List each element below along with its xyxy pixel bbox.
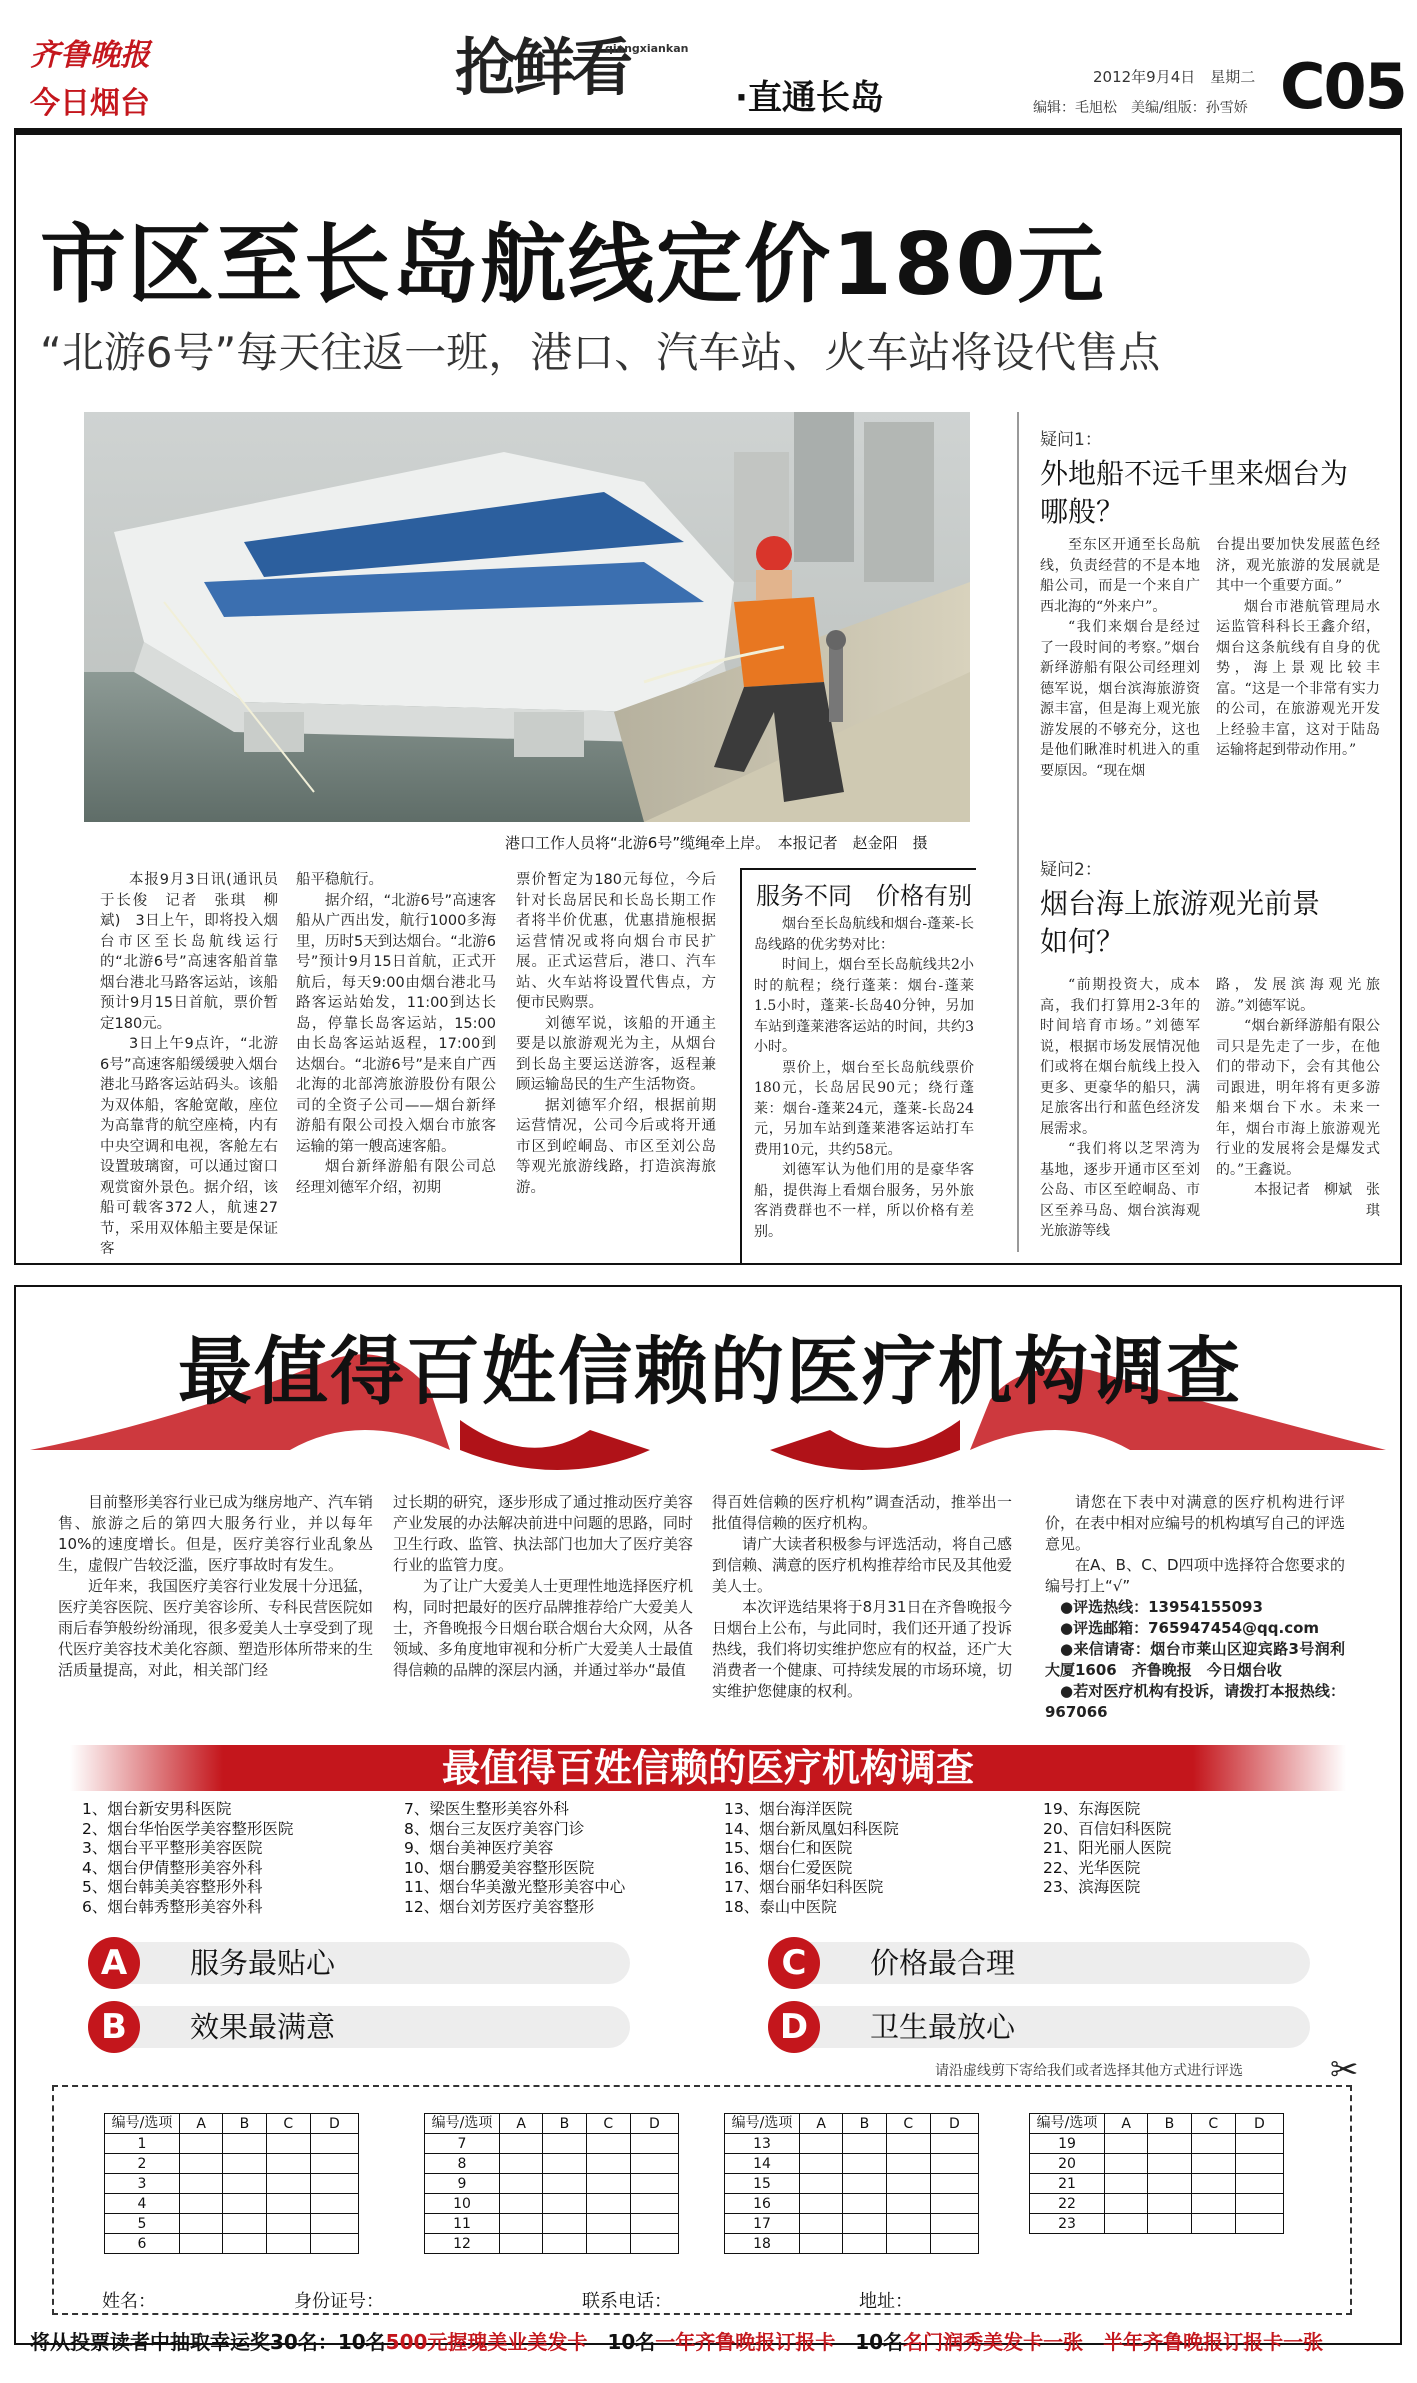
table-header-cell: A <box>800 2114 843 2134</box>
vote-cell[interactable] <box>310 2154 358 2174</box>
brand-pinyin: qiangxiankan <box>605 42 689 55</box>
vote-cell[interactable] <box>543 2234 586 2254</box>
paragraph: 刘德军说，该船的开通主要是以旅游观光为主，从烟台到长岛主要运送游客，返程兼顾运输岛民的生产生活物资。 <box>516 1015 716 1093</box>
list-item: 3、烟台平平整形美容医院 <box>82 1839 263 1857</box>
byline: 本报记者 柳斌 张琪 <box>1254 1182 1380 1219</box>
vote-cell[interactable] <box>800 2234 843 2254</box>
category-c-bar <box>790 1942 1310 1984</box>
vote-cell[interactable] <box>1148 2194 1191 2214</box>
vote-cell[interactable] <box>886 2214 930 2234</box>
vote-cell[interactable] <box>886 2194 930 2214</box>
list-item: 18、泰山中医院 <box>724 1897 837 1916</box>
prize-3: 名门润秀美发卡一张 <box>903 2330 1084 2354</box>
paragraph: 台提出要加快发展蓝色经济，观光旅游的发展就是其中一个重要方面。” <box>1216 537 1380 594</box>
vote-cell[interactable] <box>1148 2214 1191 2234</box>
vote-cell[interactable] <box>310 2174 358 2194</box>
vote-cell[interactable] <box>1105 2134 1148 2154</box>
vote-cell[interactable] <box>843 2214 886 2234</box>
list-item: 8、烟台三友医疗美容门诊 <box>404 1819 585 1838</box>
prize-count-3: 10名 <box>835 2330 904 2354</box>
prize-count-2: 10名 <box>587 2330 656 2354</box>
paragraph: “我们来烟台是经过了一段时间的考察。”烟台新绎游船有限公司经理刘德军说，烟台滨海旅游资源丰富，但是海上观光旅游发展的不够充分，这也是他们瞅准时机进入的重要原因。“现在烟 <box>1040 619 1200 779</box>
list-item: 20、百信妇科医院 <box>1043 1819 1172 1838</box>
question2-col1 <box>1040 975 1200 1242</box>
vote-cell[interactable] <box>843 2174 886 2194</box>
row-number: 14 <box>725 2154 800 2174</box>
paragraph: 路，发展滨海观光旅游。”刘德军说。 <box>1216 977 1380 1014</box>
vote-cell[interactable] <box>500 2234 543 2254</box>
vote-cell[interactable] <box>223 2134 266 2154</box>
scissors-icon: ✂ <box>1330 2050 1359 2090</box>
vote-cell[interactable] <box>586 2134 630 2154</box>
editor-credits: 编辑：毛旭松 美编/组版：孙雪娇 <box>1033 100 1248 116</box>
vote-cell[interactable] <box>310 2194 358 2214</box>
hotline: ●评选热线：13954155093 <box>1060 1598 1263 1616</box>
row-number: 15 <box>725 2174 800 2194</box>
table-header-cell: 编号/选项 <box>1030 2114 1105 2134</box>
vote-cell[interactable] <box>1191 2174 1235 2194</box>
vote-cell[interactable] <box>543 2174 586 2194</box>
question2-label: 疑问2： <box>1040 860 1102 880</box>
survey-instructions <box>1045 1492 1345 1723</box>
category-d-badge: D <box>768 2001 820 2053</box>
vote-cell[interactable] <box>1105 2174 1148 2194</box>
list-item: 13、烟台海洋医院 <box>724 1800 853 1818</box>
vote-cell[interactable] <box>843 2194 886 2214</box>
paragraph: 3日上午9点许，“北游6号”高速客船缓缓驶入烟台港北马路客运站码头。该船为双体船，客舱宽敞，座位为高靠背的航空座椅，内有中央空调和电视，客舱左右设置玻璃窗，可以通过窗口观赏窗外景色。据介绍，该船可载客372人，航速27节，采用双体船主要是保证客 <box>100 1036 278 1257</box>
vote-cell[interactable] <box>180 2154 223 2174</box>
form-phone-label[interactable]: 联系电话： <box>582 2291 672 2312</box>
vote-cell[interactable] <box>843 2234 886 2254</box>
row-number: 22 <box>1030 2194 1105 2214</box>
paragraph: 为了让广大爱美人士更理性地选择医疗机构，同时把最好的医疗品牌推荐给广大爱美人士，齐鲁晚报今日烟台联合烟台大众网，从各领域、多角度地审视和分析广大爱美人士最值得信赖的品牌的深层内涵，并通过举办“最值 <box>393 1577 694 1679</box>
vote-cell[interactable] <box>1235 2134 1283 2154</box>
mail-address: ●来信请寄：烟台市莱山区迎宾路3号润利大厦1606 齐鲁晚报 今日烟台收 <box>1045 1640 1345 1679</box>
vote-cell[interactable] <box>500 2194 543 2214</box>
table-row <box>105 2234 359 2254</box>
table-row <box>1030 2134 1284 2154</box>
list-item: 4、烟台伊倩整形美容外科 <box>82 1858 263 1877</box>
row-number: 12 <box>425 2234 500 2254</box>
vote-cell[interactable] <box>543 2194 586 2214</box>
table-row <box>105 2134 359 2154</box>
table-header-cell: C <box>266 2114 310 2134</box>
category-a-badge: A <box>88 1937 140 1989</box>
paragraph: 在A、B、C、D四项中选择符合您要求的编号打上“√” <box>1045 1556 1345 1595</box>
form-name-label[interactable]: 姓名： <box>102 2291 156 2312</box>
vote-cell[interactable] <box>1105 2214 1148 2234</box>
vote-cell[interactable] <box>1235 2174 1283 2194</box>
question2-title: 烟台海上旅游观光前景如何？ <box>1040 887 1321 958</box>
paragraph: 得百姓信赖的医疗机构”调查活动，推举出一批值得信赖的医疗机构。 <box>712 1493 1012 1532</box>
table-header-cell: B <box>223 2114 266 2134</box>
vote-cell[interactable] <box>223 2194 266 2214</box>
row-number: 19 <box>1030 2134 1105 2154</box>
list-item: 15、烟台仁和医院 <box>724 1839 853 1857</box>
vote-cell[interactable] <box>800 2154 843 2174</box>
article-body-col3 <box>516 870 716 1198</box>
table-row <box>1030 2194 1284 2214</box>
vote-cell[interactable] <box>800 2134 843 2154</box>
row-number: 2 <box>105 2154 180 2174</box>
vote-cell[interactable] <box>310 2214 358 2234</box>
paragraph: 目前整形美容行业已成为继房地产、汽车销售、旅游之后的第四大服务行业，并以每年10%的速度增长。但是，医疗美容行业乱象丛生，虚假广告较泛滥，医疗事故时有发生。 <box>58 1493 374 1574</box>
category-c-label: 价格最合理 <box>870 1946 1016 1980</box>
table-row <box>105 2154 359 2174</box>
list-item: 9、烟台美神医疗美容 <box>404 1839 554 1857</box>
table-header-cell: D <box>310 2114 358 2134</box>
vote-cell[interactable] <box>930 2214 978 2234</box>
vote-cell[interactable] <box>930 2174 978 2194</box>
table-header-cell: 编号/选项 <box>425 2114 500 2134</box>
vote-cell[interactable] <box>886 2154 930 2174</box>
vote-cell[interactable] <box>180 2234 223 2254</box>
row-number: 9 <box>425 2174 500 2194</box>
category-a-label: 服务最贴心 <box>190 1946 336 1980</box>
vote-cell[interactable] <box>843 2154 886 2174</box>
row-number: 6 <box>105 2234 180 2254</box>
table-header-cell: B <box>843 2114 886 2134</box>
vote-cell[interactable] <box>180 2214 223 2234</box>
list-item: 17、烟台丽华妇科医院 <box>724 1878 884 1896</box>
table-header-cell: C <box>1191 2114 1235 2134</box>
table-row <box>425 2134 679 2154</box>
row-number: 3 <box>105 2174 180 2194</box>
vote-cell[interactable] <box>630 2234 678 2254</box>
list-item: 2、烟台华怡医学美容整形医院 <box>82 1819 294 1838</box>
vote-cell[interactable] <box>1235 2154 1283 2174</box>
list-item: 22、光华医院 <box>1043 1858 1141 1877</box>
category-c-badge: C <box>768 1937 820 1989</box>
paper-name: 齐鲁晚报 <box>30 38 150 73</box>
vote-cell[interactable] <box>1191 2134 1235 2154</box>
row-number: 20 <box>1030 2154 1105 2174</box>
institution-list-col1 <box>82 1800 382 1917</box>
vote-cell[interactable] <box>1191 2154 1235 2174</box>
vote-cell[interactable] <box>266 2214 310 2234</box>
paragraph: 烟台至长岛航线和烟台-蓬莱-长岛线路的优劣势对比： <box>754 916 974 953</box>
paragraph: 票价暂定为180元每位，今后针对长岛居民和长岛长期工作者将半价优惠，优惠措施根据运营情况或将向烟台市民扩展。正式运营后，港口、汽车站、火车站将设置代售点，方便市民购票。 <box>516 872 716 1011</box>
vote-cell[interactable] <box>266 2234 310 2254</box>
institution-list-col2 <box>404 1800 714 1917</box>
ballot-table-2 <box>424 2113 679 2254</box>
list-item: 1、烟台新安男科医院 <box>82 1800 232 1818</box>
vote-cell[interactable] <box>180 2194 223 2214</box>
vote-cell[interactable] <box>1235 2214 1283 2234</box>
list-item: 5、烟台韩美美容整形外科 <box>82 1878 263 1896</box>
ferry-illustration <box>84 412 970 822</box>
ferry-photo <box>84 412 970 822</box>
row-number: 7 <box>425 2134 500 2154</box>
section-name: ·直通长岛 <box>735 78 884 118</box>
ballot-table-4 <box>1029 2113 1284 2234</box>
vote-cell[interactable] <box>630 2134 678 2154</box>
photo-caption: 港口工作人员将“北游6号”缆绳牵上岸。 本报记者 赵金阳 摄 <box>505 834 928 852</box>
ballot-table-1 <box>104 2113 359 2254</box>
table-row <box>1030 2154 1284 2174</box>
table-header-cell: D <box>1235 2114 1283 2134</box>
category-b-label: 效果最满意 <box>190 2010 336 2044</box>
form-address-label[interactable]: 地址： <box>859 2291 913 2312</box>
row-number: 1 <box>105 2134 180 2154</box>
category-b-bar <box>110 2006 630 2048</box>
vote-cell[interactable] <box>843 2134 886 2154</box>
prize-4: 半年齐鲁晚报订报卡一张 <box>1083 2330 1324 2354</box>
vote-cell[interactable] <box>1148 2134 1191 2154</box>
vote-cell[interactable] <box>630 2154 678 2174</box>
vote-cell[interactable] <box>500 2214 543 2234</box>
vote-cell[interactable] <box>1235 2194 1283 2214</box>
vote-cell[interactable] <box>930 2154 978 2174</box>
paragraph: 票价上，烟台至长岛航线票价180元，长岛居民90元；绕行蓬莱：烟台-蓬莱24元，蓬莱-长岛24元，另加车站到蓬莱港客运站打车费用10元，共约58元。 <box>754 1059 974 1158</box>
vote-cell[interactable] <box>266 2134 310 2154</box>
paragraph: 据介绍，“北游6号”高速客船从广西出发，航行1000多海里，历时5天到达烟台。“北游6号”预计9月15日首航，正式开航后，每天9:00由烟台港北马路客运站始发，11:00到达长岛，停靠长岛客运站，15:00由长岛客运站返程，17:00到达烟台。“北游6号”是来自广西北海的北部湾旅游股份有限公司的全资子公司——烟台新绎游船有限公司投入烟台市旅客运输的第一艘高速客船。 <box>296 892 496 1155</box>
prize-1: 500元握瑰美业美发卡 <box>385 2330 588 2354</box>
edition-name: 今日烟台 <box>30 86 150 121</box>
vote-cell[interactable] <box>1105 2194 1148 2214</box>
category-d-label: 卫生最放心 <box>870 2010 1016 2044</box>
email: ●评选邮箱：765947454@qq.com <box>1060 1619 1320 1637</box>
paragraph: 请您在下表中对满意的医疗机构进行评价，在表中相对应编号的机构填写自己的评选意见。 <box>1045 1493 1346 1553</box>
vote-cell[interactable] <box>630 2194 678 2214</box>
row-number: 18 <box>725 2234 800 2254</box>
vote-cell[interactable] <box>886 2134 930 2154</box>
survey-intro-col1 <box>58 1492 373 1681</box>
vote-cell[interactable] <box>1148 2174 1191 2194</box>
table-row <box>105 2214 359 2234</box>
vote-cell[interactable] <box>1148 2154 1191 2174</box>
vote-cell[interactable] <box>630 2214 678 2234</box>
row-number: 21 <box>1030 2174 1105 2194</box>
list-item: 14、烟台新凤凰妇科医院 <box>724 1819 899 1838</box>
paragraph: “前期投资大，成本高，我们打算用2-3年的时间培育市场。”刘德军说，根据市场发展情况他们或将在烟台航线上投入更多、更豪华的船只，满足旅客出行和蓝色经济发展需求。 <box>1040 977 1200 1137</box>
vote-cell[interactable] <box>543 2214 586 2234</box>
vote-cell[interactable] <box>800 2174 843 2194</box>
paragraph: “我们将以芝罘湾为基地，逐步开通市区至刘公岛、市区至崆峒岛、市区至养马岛、烟台滨海观光旅游等线 <box>1040 1141 1200 1239</box>
vote-cell[interactable] <box>310 2134 358 2154</box>
table-row <box>425 2214 679 2234</box>
vote-cell[interactable] <box>543 2154 586 2174</box>
complaint-hotline: ●若对医疗机构有投诉，请拨打本报热线：967066 <box>1045 1682 1345 1721</box>
table-header-cell: D <box>630 2114 678 2134</box>
institution-list-col4 <box>1043 1800 1343 1898</box>
vote-cell[interactable] <box>586 2214 630 2234</box>
paragraph: 近年来，我国医疗美容行业发展十分迅猛，医疗美容医院、医疗美容诊所、专科民营医院如雨后春笋般纷纷涌现，很多爱美人士享受到了现代医疗美容技术美化容颜、塑造形体所带来的生活质量提高，对此，相关部门经 <box>58 1577 374 1679</box>
article-body-col1 <box>100 870 278 1260</box>
paragraph: 烟台新绎游船有限公司总经理刘德军介绍，初期 <box>296 1159 496 1196</box>
paragraph: 时间上，烟台至长岛航线共2小时的航程；绕行蓬莱：烟台-蓬莱1.5小时，蓬莱-长岛40分钟，另加车站到蓬莱港客运站的时间，共约3小时。 <box>754 957 974 1055</box>
vote-cell[interactable] <box>886 2174 930 2194</box>
table-header-cell: D <box>930 2114 978 2134</box>
form-id-label[interactable]: 身份证号： <box>294 2291 384 2312</box>
vote-cell[interactable] <box>223 2234 266 2254</box>
table-header-cell: C <box>886 2114 930 2134</box>
table-row <box>725 2174 979 2194</box>
table-row <box>725 2194 979 2214</box>
table-header-cell: A <box>180 2114 223 2134</box>
column-brand <box>455 18 735 118</box>
list-item: 10、烟台鹏爱美容整形医院 <box>404 1858 595 1877</box>
vote-cell[interactable] <box>266 2174 310 2194</box>
table-row <box>1030 2214 1284 2234</box>
paragraph: 过长期的研究，逐步形成了通过推动医疗美容产业发展的办法解决前进中问题的思路，同时卫生行政、监管、执法部门也加大了医疗美容行业的监管力度。 <box>393 1493 694 1574</box>
table-row <box>1030 2174 1284 2194</box>
paragraph: 船平稳航行。 <box>296 872 383 888</box>
table-header-cell: C <box>586 2114 630 2134</box>
prize-intro: 将从投票读者中抽取幸运奖30名：10名 <box>30 2330 386 2354</box>
vote-cell[interactable] <box>630 2174 678 2194</box>
vote-cell[interactable] <box>586 2174 630 2194</box>
vote-cell[interactable] <box>500 2174 543 2194</box>
row-number: 13 <box>725 2134 800 2154</box>
row-number: 8 <box>425 2154 500 2174</box>
list-item: 16、烟台仁爱医院 <box>724 1858 853 1877</box>
row-number: 16 <box>725 2194 800 2214</box>
paragraph: 刘德军认为他们用的是豪华客船，提供海上看烟台服务，另外旅客消费群也不一样，所以价格有差别。 <box>754 1162 974 1240</box>
category-a-bar <box>110 1942 630 1984</box>
table-header-cell: B <box>1148 2114 1191 2134</box>
row-number: 4 <box>105 2194 180 2214</box>
vote-cell[interactable] <box>543 2134 586 2154</box>
vote-cell[interactable] <box>886 2234 930 2254</box>
list-item: 7、梁医生整形美容外科 <box>404 1800 569 1818</box>
article-body-col2-text <box>296 870 496 1198</box>
question1-title: 外地船不远千里来烟台为哪般？ <box>1040 457 1349 528</box>
page-number: C05 <box>1280 50 1406 123</box>
table-row <box>725 2234 979 2254</box>
article-headline: 市区至长岛航线定价180元 <box>40 215 1106 315</box>
paragraph: 本次评选结果将于8月31日在齐鲁晚报今日烟台上公布，与此同时，我们还开通了投诉热线，我们将切实维护您应有的权益，还广大消费者一个健康、可持续发展的市场环境，切实维护您健康的权利。 <box>712 1598 1013 1700</box>
table-row <box>725 2214 979 2234</box>
cut-instruction: 请沿虚线剪下寄给我们或者选择其他方式进行评选 <box>935 2063 1243 2079</box>
vote-cell[interactable] <box>500 2134 543 2154</box>
vote-cell[interactable] <box>930 2134 978 2154</box>
vote-cell[interactable] <box>586 2194 630 2214</box>
question1-col2 <box>1216 535 1380 761</box>
vote-cell[interactable] <box>266 2194 310 2214</box>
table-row <box>105 2194 359 2214</box>
row-number: 11 <box>425 2214 500 2234</box>
survey-intro-col3 <box>712 1492 1012 1702</box>
ballot-table-3 <box>724 2113 979 2254</box>
survey-banner-title: 最值得百姓信赖的医疗机构调查 <box>178 1329 1242 1415</box>
list-item: 23、滨海医院 <box>1043 1878 1141 1896</box>
list-item: 6、烟台韩秀整形美容外科 <box>82 1897 263 1916</box>
paragraph: 请广大读者积极参与评选活动，将自己感到信赖、满意的医疗机构推荐给市民及其他爱美人士。 <box>712 1535 1013 1595</box>
article-subhead: “北游6号”每天往返一班，港口、汽车站、火车站将设代售点 <box>40 328 1161 377</box>
paragraph: 本报9月3日讯(通讯员于长俊 记者 张琪 柳斌) 3日上午，即将投入烟台市区至长岛航线运行的“北游6号”高速客船首靠烟台港北马路客运站，该船预计9月15日首航，票价暂定180元。 <box>100 872 278 1032</box>
vote-cell[interactable] <box>1191 2194 1235 2214</box>
survey-intro-col2 <box>393 1492 693 1681</box>
list-item: 19、东海医院 <box>1043 1800 1141 1818</box>
question1-label: 疑问1： <box>1040 430 1102 450</box>
paragraph: “烟台新绎游船有限公司只是先走了一步，在他们的带动下，会有其他公司跟进，明年将有更多游船来烟台下水。未来一年，烟台市海上旅游观光行业的发展将会是爆发式的。”王鑫说。 <box>1216 1018 1380 1178</box>
category-d-bar <box>790 2006 1310 2048</box>
vote-cell[interactable] <box>223 2154 266 2174</box>
vote-cell[interactable] <box>180 2174 223 2194</box>
list-item: 11、烟台华美激光整形美容中心 <box>404 1878 626 1896</box>
prize-info <box>30 2326 1323 2355</box>
column-divider <box>1017 412 1019 1252</box>
table-row <box>425 2174 679 2194</box>
institution-list-col3 <box>724 1800 1024 1917</box>
table-header-cell: B <box>543 2114 586 2134</box>
list-item: 21、阳光丽人医院 <box>1043 1839 1172 1857</box>
row-number: 23 <box>1030 2214 1105 2234</box>
table-row <box>425 2194 679 2214</box>
table-row <box>425 2234 679 2254</box>
survey-list-title: 最值得百姓信赖的医疗机构调查 <box>441 1746 974 1790</box>
vote-cell[interactable] <box>1105 2154 1148 2174</box>
vote-cell[interactable] <box>223 2174 266 2194</box>
vote-cell[interactable] <box>930 2194 978 2214</box>
vote-cell[interactable] <box>500 2154 543 2174</box>
brand-title: 抢鲜看 <box>455 31 630 104</box>
row-number: 17 <box>725 2214 800 2234</box>
table-row <box>725 2134 979 2154</box>
table-header-cell: 编号/选项 <box>105 2114 180 2134</box>
question2-col2 <box>1216 975 1380 1221</box>
paragraph: 烟台市港航管理局水运监管科科长王鑫介绍，烟台这条航线有自身的优势，海上景观比较丰富。“这是一个非常有实力的公司，在旅游观光开发上经验丰富，这对于陆岛运输将起到带动作用。” <box>1216 598 1380 758</box>
vote-cell[interactable] <box>586 2154 630 2174</box>
question1-col1 <box>1040 535 1200 781</box>
vote-cell[interactable] <box>310 2234 358 2254</box>
table-row <box>105 2174 359 2194</box>
vote-cell[interactable] <box>930 2234 978 2254</box>
vote-cell[interactable] <box>800 2214 843 2234</box>
vote-cell[interactable] <box>180 2134 223 2154</box>
table-header-cell: A <box>1105 2114 1148 2134</box>
vote-cell[interactable] <box>223 2214 266 2234</box>
vote-cell[interactable] <box>800 2194 843 2214</box>
ballot-form <box>52 2085 1352 2315</box>
vote-cell[interactable] <box>586 2234 630 2254</box>
vote-cell[interactable] <box>1191 2214 1235 2234</box>
issue-date: 2012年9月4日 星期二 <box>1093 68 1256 86</box>
table-row <box>725 2154 979 2174</box>
category-b-badge: B <box>88 2001 140 2053</box>
row-number: 5 <box>105 2214 180 2234</box>
table-row <box>425 2154 679 2174</box>
sidebar-title: 服务不同 价格有别 <box>756 882 972 910</box>
list-item: 12、烟台刘芳医疗美容整形 <box>404 1897 595 1916</box>
paragraph: 至东区开通至长岛航线，负责经营的不是本地船公司，而是一个来自广西北海的“外来户”。 <box>1040 537 1200 615</box>
sidebar-body <box>754 914 974 1242</box>
prize-2: 一年齐鲁晚报订报卡 <box>655 2330 836 2354</box>
vote-cell[interactable] <box>266 2154 310 2174</box>
table-header-cell: A <box>500 2114 543 2134</box>
table-header-cell: 编号/选项 <box>725 2114 800 2134</box>
row-number: 10 <box>425 2194 500 2214</box>
paragraph: 据刘德军介绍，根据前期运营情况，公司今后或将开通市区到崆峒岛、市区至刘公岛等观光旅游线路，打造滨海旅游。 <box>516 1097 716 1196</box>
